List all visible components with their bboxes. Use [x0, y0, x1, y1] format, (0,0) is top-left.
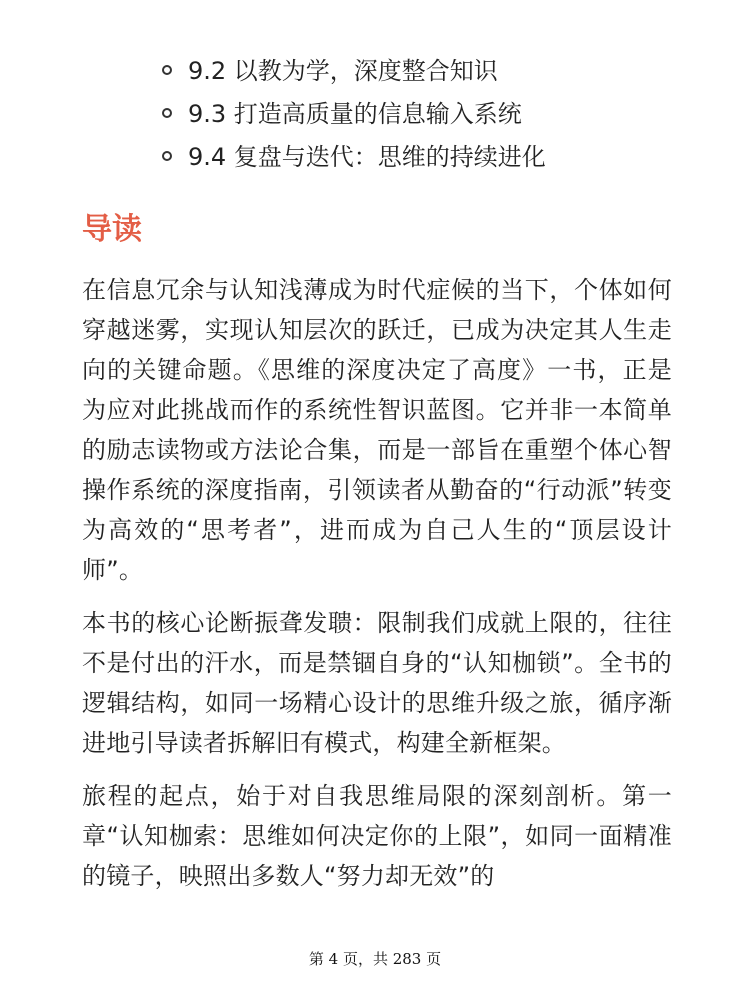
- toc-item[interactable]: [160, 50, 546, 93]
- paragraph: 旅程的起点，始于对自我思维局限的深刻剖析。第一章“认知枷索：思维如何决定你的上限”，如同一面精准的镜子，映照出多数人“努力却无效”的: [82, 782, 672, 890]
- toc-list: [160, 50, 546, 179]
- paragraph: 本书的核心论断振聋发聩：限制我们成就上限的，往往不是付出的汗水，而是禁锢自身的“认知枷锁”。全书的逻辑结构，如同一场精心设计的思维升级之旅，循序渐进地引导读者拆解旧有模式，构建全新框架。: [82, 609, 672, 757]
- page-number: 第 4 页，共 283 页: [308, 950, 442, 968]
- toc-item-label: 9.3 打造高质量的信息输入系统: [188, 100, 522, 128]
- toc-item[interactable]: [160, 136, 546, 179]
- section-heading: 导读: [82, 212, 142, 247]
- circle-bullet-icon: [162, 65, 172, 75]
- circle-bullet-icon: [162, 151, 172, 161]
- toc-item-label: 9.4 复盘与迭代：思维的持续进化: [188, 143, 546, 171]
- paragraph: 在信息冗余与认知浅薄成为时代症候的当下，个体如何穿越迷雾，实现认知层次的跃迁，已成为决定其人生走向的关键命题。《思维的深度决定了高度》一书，正是为应对此挑战而作的系统性智识蓝图。它并非一本简单的励志读物或方法论合集，而是一部旨在重塑个体心智操作系统的深度指南，引领读者从勤奋的“行动派”转变为高效的“思考者”，进而成为自己人生的“顶层设计师”。: [82, 276, 672, 584]
- toc-item[interactable]: [160, 93, 546, 136]
- circle-bullet-icon: [162, 108, 172, 118]
- body-text: [82, 270, 672, 909]
- toc-item-label: 9.2 以教为学，深度整合知识: [188, 57, 498, 85]
